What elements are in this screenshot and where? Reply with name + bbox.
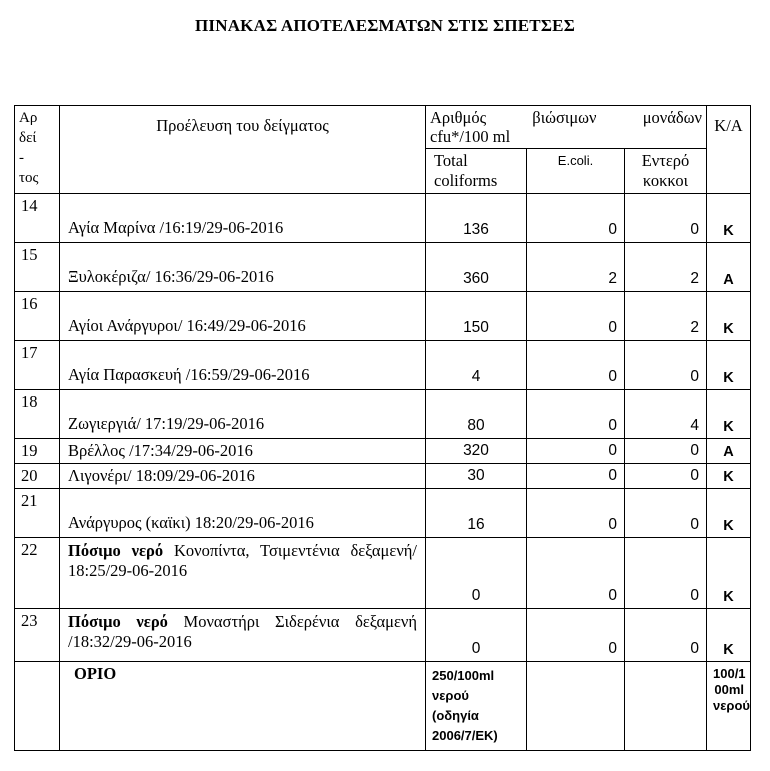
limit-spacer [15,662,60,751]
total-coliforms-value: 80 [426,390,527,439]
header-total-line1: Total [434,151,468,170]
header-number-line: Αρ [19,110,38,126]
sample-origin [60,292,426,341]
ecoli-value: 0 [527,538,625,609]
table-row [15,439,751,464]
ecoli-value: 0 [527,341,625,390]
enterococci-value: 2 [625,243,707,292]
limit-row [15,662,751,751]
total-coliforms-value: 360 [426,243,527,292]
sample-location: Μοναστήρι Σιδερένια δεξαμενή /18:32/29-06-2016 [68,612,418,651]
ka-value: Κ [707,390,751,439]
sample-number: 16 [15,292,60,341]
enterococci-value: 0 [625,489,707,538]
header-enterococci [625,149,707,194]
table-row [15,538,751,609]
limit-entero-empty [625,662,707,751]
sample-origin [60,489,426,538]
limit-value-line: νερού [432,688,469,703]
enterococci-value: 0 [625,538,707,609]
ka-value: Κ [707,292,751,341]
enterococci-value: 2 [625,292,707,341]
sample-origin [60,464,426,489]
enterococci-value: 0 [625,439,707,464]
limit-value-line: 250/100ml [432,668,495,683]
total-coliforms-value: 16 [426,489,527,538]
ka-value: Κ [707,194,751,243]
sample-origin [60,390,426,439]
limit-label: ΟΡΙΟ [60,662,426,751]
sample-number: 18 [15,390,60,439]
total-coliforms-value: 150 [426,292,527,341]
sample-location: Αγίοι Ανάργυροι/ 16:49/29-06-2016 [68,316,306,335]
enterococci-value: 4 [625,390,707,439]
limit-ka-line: νερού [713,698,750,713]
page-title: ΠΙΝΑΚΑΣ ΑΠΟΤΕΛΕΣΜΑΤΩΝ ΣΤΙΣ ΣΠΕΤΣΕΣ [194,16,576,35]
limit-ka [707,662,751,751]
ecoli-value: 0 [527,292,625,341]
sample-location: Ανάργυρος (καϊκι) 18:20/29-06-2016 [68,513,314,532]
ka-value: Α [707,243,751,292]
limit-ecoli-empty [527,662,625,751]
ecoli-value: 0 [527,194,625,243]
sample-location: Αγία Μαρίνα /16:19/29-06-2016 [68,218,284,237]
header-number [15,106,60,194]
table-row [15,464,751,489]
sample-number: 15 [15,243,60,292]
sample-number: 23 [15,609,60,662]
sample-number: 14 [15,194,60,243]
header-units [426,106,707,149]
ka-value: Α [707,439,751,464]
sample-number: 20 [15,464,60,489]
sample-location: Ζωγιεργιά/ 17:19/29-06-2016 [68,414,265,433]
header-number-line: - [19,150,24,166]
enterococci-value: 0 [625,194,707,243]
limit-value-line: (οδηγία [432,708,479,723]
header-ka: Κ/Α [707,106,751,194]
table-row [15,341,751,390]
header-total-coliforms [426,149,527,194]
ka-value: Κ [707,464,751,489]
header-entero-line1: Εντερό [641,151,690,170]
ecoli-value: 0 [527,390,625,439]
ka-value: Κ [707,341,751,390]
ecoli-value: 0 [527,489,625,538]
enterococci-value: 0 [625,609,707,662]
sample-location: Ξυλοκέριζα/ 16:36/29-06-2016 [68,267,274,286]
header-total-line2: coliforms [434,171,498,190]
sample-location: Αγία Παρασκευή /16:59/29-06-2016 [68,365,310,384]
ecoli-value: 0 [527,609,625,662]
total-coliforms-value: 30 [426,464,527,489]
ka-value: Κ [707,538,751,609]
limit-ka-line: 00ml [714,682,744,697]
sample-origin [60,243,426,292]
sample-origin [60,538,426,609]
total-coliforms-value: 0 [426,609,527,662]
sample-number: 17 [15,341,60,390]
sample-origin [60,609,426,662]
table-row [15,390,751,439]
ka-value: Κ [707,609,751,662]
sample-origin [60,439,426,464]
header-entero-line2: κοκκοι [642,171,689,190]
table-row [15,609,751,662]
sample-location: Λιγονέρι/ 18:09/29-06-2016 [68,466,255,485]
limit-ka-line: 100/1 [713,666,746,681]
enterococci-value: 0 [625,341,707,390]
header-number-line: δεί [19,130,37,146]
limit-value-line: 2006/7/ΕΚ) [432,728,498,743]
ecoli-value: 0 [527,439,625,464]
drinking-water-label: Πόσιμο νερό [68,612,168,631]
sample-number: 21 [15,489,60,538]
sample-location: Κονοπίντα, Τσιμεντένια δεξαμενή/ 18:25/29-06-2016 [68,541,418,580]
table-row [15,489,751,538]
total-coliforms-value: 0 [426,538,527,609]
drinking-water-label: Πόσιμο νερό [68,541,164,560]
sample-origin [60,341,426,390]
header-units-line1: Αριθμός βιώσιμων μονάδων [430,108,702,127]
limit-value [426,662,527,751]
sample-location: Βρέλλος /17:34/29-06-2016 [68,441,253,460]
table-row [15,194,751,243]
table-row [15,243,751,292]
ecoli-value: 2 [527,243,625,292]
enterococci-value: 0 [625,464,707,489]
results-table [14,105,751,751]
ka-value: Κ [707,489,751,538]
ecoli-value: 0 [527,464,625,489]
header-number-line: τος [19,170,39,186]
header-origin: Προέλευση του δείγματος [60,106,426,194]
total-coliforms-value: 320 [426,439,527,464]
table-row [15,292,751,341]
header-ecoli: E.coli. [527,149,625,194]
sample-number: 19 [15,439,60,464]
total-coliforms-value: 136 [426,194,527,243]
total-coliforms-value: 4 [426,341,527,390]
header-row [15,106,751,149]
sample-origin [60,194,426,243]
sample-number: 22 [15,538,60,609]
header-units-line2: cfu*/100 ml [430,127,511,146]
